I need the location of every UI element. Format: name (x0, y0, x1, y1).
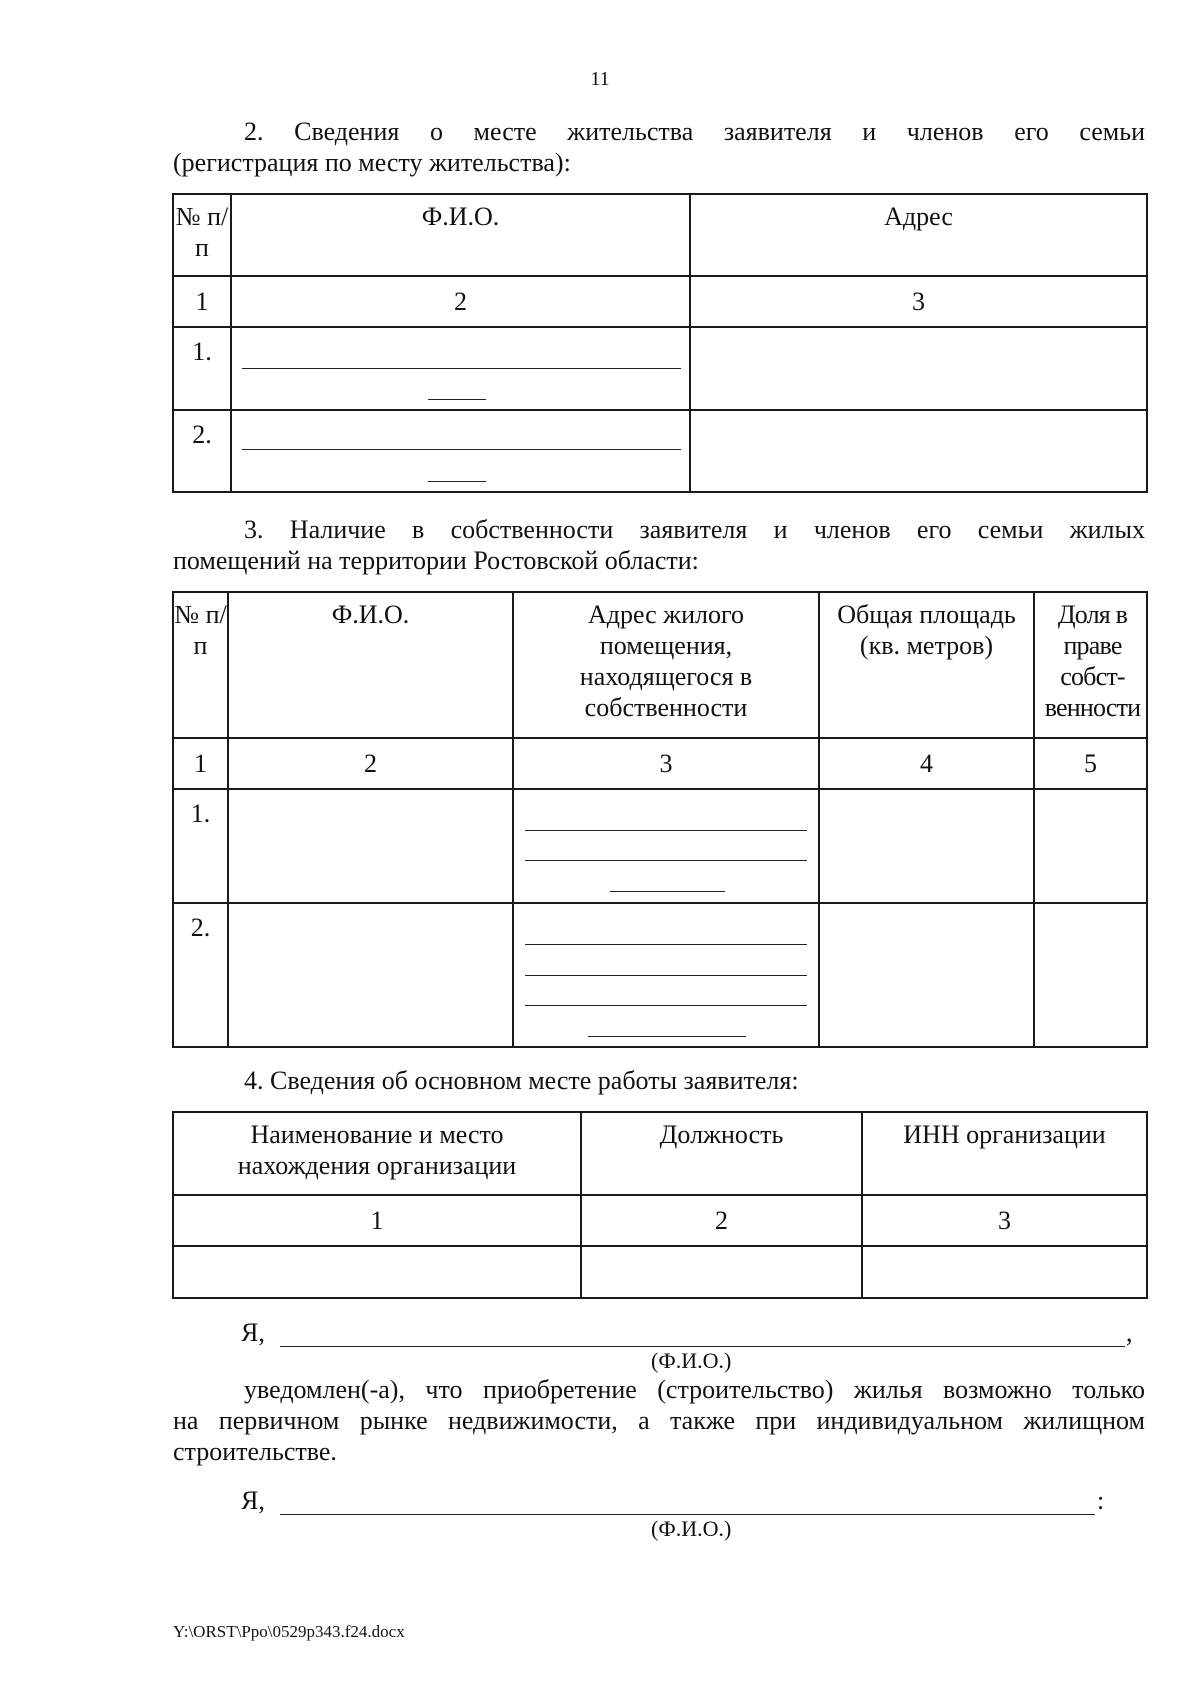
colnum-3: 3 (862, 1195, 1147, 1246)
colnum-2: 2 (231, 276, 690, 327)
header-address: Адрес (690, 194, 1147, 276)
declaration1-line2: на первичном рынке недвижимости, а также при индивидуальном жилищном (173, 1406, 1145, 1435)
fio-signature-line (280, 1514, 1095, 1515)
fill-line (588, 1036, 746, 1037)
fill-line (525, 1005, 807, 1006)
declaration1-text (173, 1374, 1145, 1467)
header-position: Должность (581, 1112, 862, 1195)
section2-line1: 2. Сведения о месте жительства заявителя и членов его семьи (244, 117, 1145, 146)
header-property-address: Адрес жилого помещения, находящегося в собственности (513, 592, 819, 738)
colnum-1: 1 (173, 1195, 581, 1246)
fio-cell (228, 903, 513, 1047)
fill-line (525, 830, 807, 831)
declaration1-suffix: , (1126, 1318, 1133, 1347)
page-number: 11 (590, 68, 610, 90)
colnum-1: 1 (173, 276, 231, 327)
row-number: 1. (173, 789, 228, 903)
organization-cell (173, 1246, 581, 1298)
property-address-cell (513, 789, 819, 903)
header-fio: Ф.И.О. (231, 194, 690, 276)
residence-table (172, 193, 1148, 493)
colnum-2: 2 (581, 1195, 862, 1246)
header-ownership-share: Доля в праве собст-венности (1034, 592, 1147, 738)
section3-line1: 3. Наличие в собственности заявителя и членов его семьи жилых (244, 515, 1145, 544)
declaration2-suffix: : (1097, 1486, 1105, 1515)
share-cell (1034, 789, 1147, 903)
fio-signature-line (280, 1346, 1125, 1347)
fio-cell (231, 327, 690, 410)
fio-caption: (Ф.И.О.) (651, 1348, 732, 1373)
area-cell (819, 903, 1034, 1047)
header-num: № п/п (173, 592, 228, 738)
property-table (172, 591, 1148, 1048)
section3-heading (173, 514, 1145, 576)
header-organization: Наименование и место нахождения организации (173, 1112, 581, 1195)
fill-line (242, 449, 681, 450)
fill-line (525, 975, 807, 976)
footer-file-path: Y:\ORST\Ppo\0529p343.f24.docx (173, 1622, 405, 1641)
fill-line (525, 860, 807, 861)
declaration2-prefix: Я, (241, 1486, 265, 1515)
row-number: 2. (173, 410, 231, 492)
address-cell (690, 410, 1147, 492)
address-cell (690, 327, 1147, 410)
fill-line (610, 891, 725, 892)
section3-line2: помещений на территории Ростовской области: (173, 546, 699, 575)
colnum-5: 5 (1034, 738, 1147, 789)
declaration1-line3: строительстве. (173, 1437, 337, 1466)
colnum-1: 1 (173, 738, 228, 789)
row-number: 2. (173, 903, 228, 1047)
fill-line (242, 368, 681, 369)
fill-line (428, 399, 486, 400)
section2-line2: (регистрация по месту жительства): (173, 148, 571, 177)
declaration1-line1: уведомлен(-а), что приобретение (строительство) жилья возможно только (244, 1375, 1145, 1404)
row-number: 1. (173, 327, 231, 410)
section4-heading: 4. Сведения об основном месте работы заявителя: (244, 1066, 799, 1095)
colnum-3: 3 (513, 738, 819, 789)
position-cell (581, 1246, 862, 1298)
header-inn: ИНН организации (862, 1112, 1147, 1195)
area-cell (819, 789, 1034, 903)
header-total-area: Общая площадь (кв. метров) (819, 592, 1034, 738)
inn-cell (862, 1246, 1147, 1298)
property-address-cell (513, 903, 819, 1047)
fill-line (428, 481, 486, 482)
colnum-2: 2 (228, 738, 513, 789)
colnum-4: 4 (819, 738, 1034, 789)
colnum-3: 3 (690, 276, 1147, 327)
fio-caption: (Ф.И.О.) (651, 1516, 732, 1541)
header-num: № п/п (173, 194, 231, 276)
share-cell (1034, 903, 1147, 1047)
section2-heading (173, 116, 1145, 178)
header-fio: Ф.И.О. (228, 592, 513, 738)
workplace-table (172, 1111, 1148, 1299)
fio-cell (231, 410, 690, 492)
fill-line (525, 944, 807, 945)
declaration1-prefix: Я, (241, 1318, 265, 1347)
fio-cell (228, 789, 513, 903)
